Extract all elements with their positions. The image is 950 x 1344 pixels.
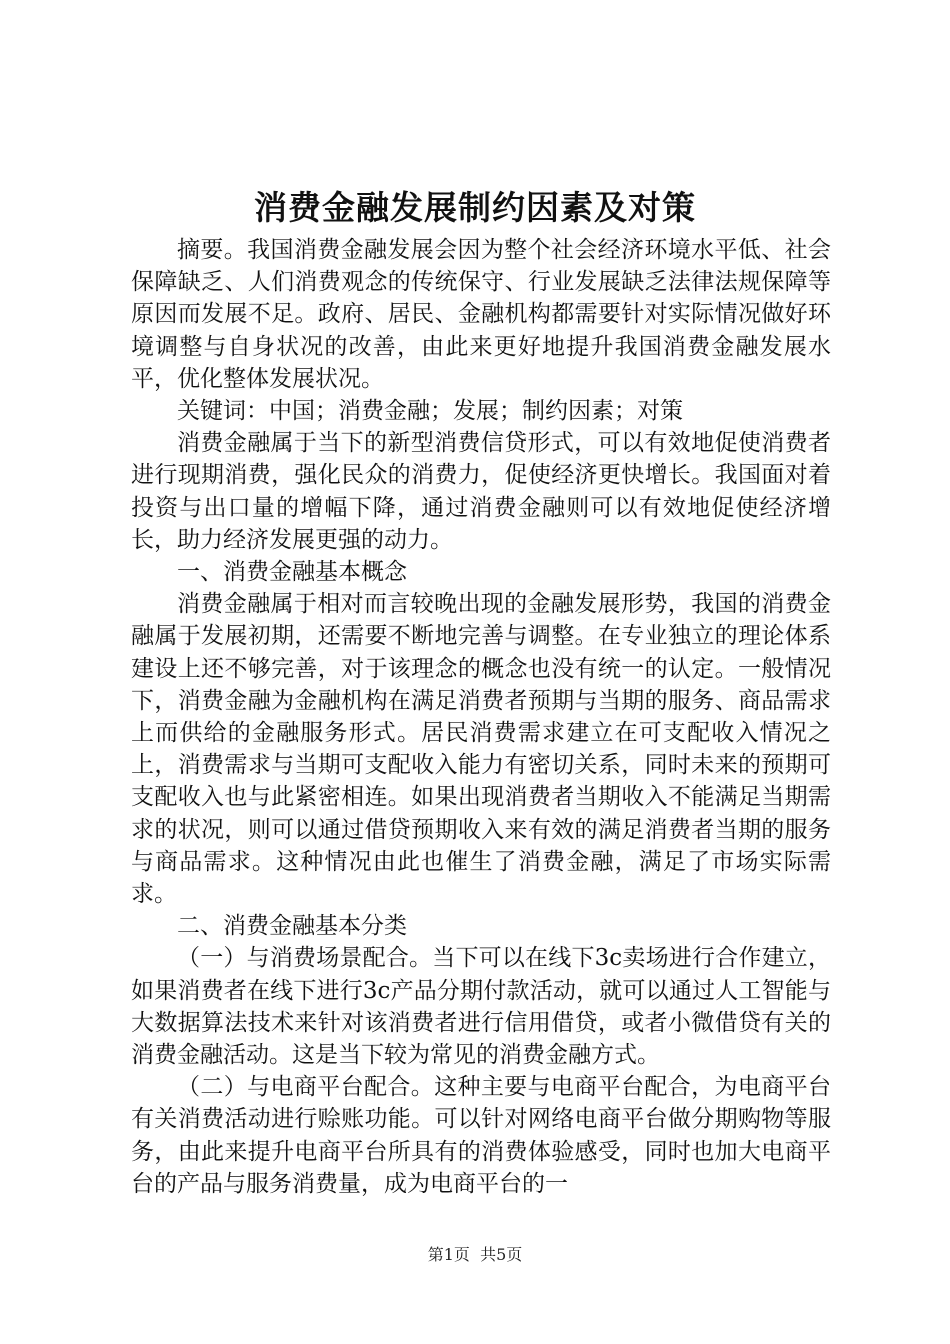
page-number: 第1页 共5页 — [427, 1245, 523, 1264]
abstract-paragraph: 摘要。我国消费金融发展会因为整个社会经济环境水平低、社会保障缺乏、人们消费观念的传统保守、行业发展缺乏法律法规保障等原因而发展不足。政府、居民、金融机构都需要针对实际情况做好环境调整与自身状况的改善，由此来更好地提升我国消费金融发展水平，优化整体发展状况。 — [131, 237, 831, 392]
section-1-paragraph: 消费金融属于相对而言较晚出现的金融发展形势，我国的消费金融属于发展初期，还需要不断地完善与调整。在专业独立的理论体系建设上还不够完善，对于该理念的概念也没有统一的认定。一般情况下，消费金融为金融机构在满足消费者预期与当期的服务、商品需求上而供给的金融服务形式。居民消费需求建立在可支配收入情况之上，消费需求与当期可支配收入能力有密切关系，同时未来的预期可支配收入也与此紧密相连。如果出现消费者当期收入不能满足当期需求的状况，则可以通过借贷预期收入来有效的满足消费者当期的服务与商品需求。这种情况由此也催生了消费金融，满足了市场实际需求。 — [131, 591, 831, 908]
document-title: 消费金融发展制约因素及对策 — [254, 188, 696, 227]
section-heading-1: 一、消费金融基本概念 — [177, 559, 407, 586]
keywords-paragraph: 关键词：中国；消费金融；发展；制约因素；对策 — [177, 398, 683, 425]
intro-paragraph: 消费金融属于当下的新型消费信贷形式，可以有效地促使消费者进行现期消费，强化民众的消费力，促使经济更快增长。我国面对着投资与出口量的增幅下降，通过消费金融则可以有效地促使经济增长，助力经济发展更强的动力。 — [131, 430, 831, 553]
section-heading-2: 二、消费金融基本分类 — [177, 913, 407, 940]
page-footer — [0, 1244, 950, 1266]
subsection-1-paragraph: （一）与消费场景配合。当下可以在线下3c卖场进行合作建立，如果消费者在线下进行3c产品分期付款活动，就可以通过人工智能与大数据算法技术来针对该消费者进行信用借贷，或者小微借贷有关的消费金融活动。这是当下较为常见的消费金融方式。 — [131, 945, 831, 1069]
subsection-2-paragraph: （二）与电商平台配合。这种主要与电商平台配合，为电商平台有关消费活动进行赊账功能。可以针对网络电商平台做分期购物等服务，由此来提升电商平台所具有的消费体验感受，同时也加大电商平台的产品与服务消费量，成为电商平台的一 — [131, 1074, 831, 1197]
document-body — [131, 234, 831, 1200]
